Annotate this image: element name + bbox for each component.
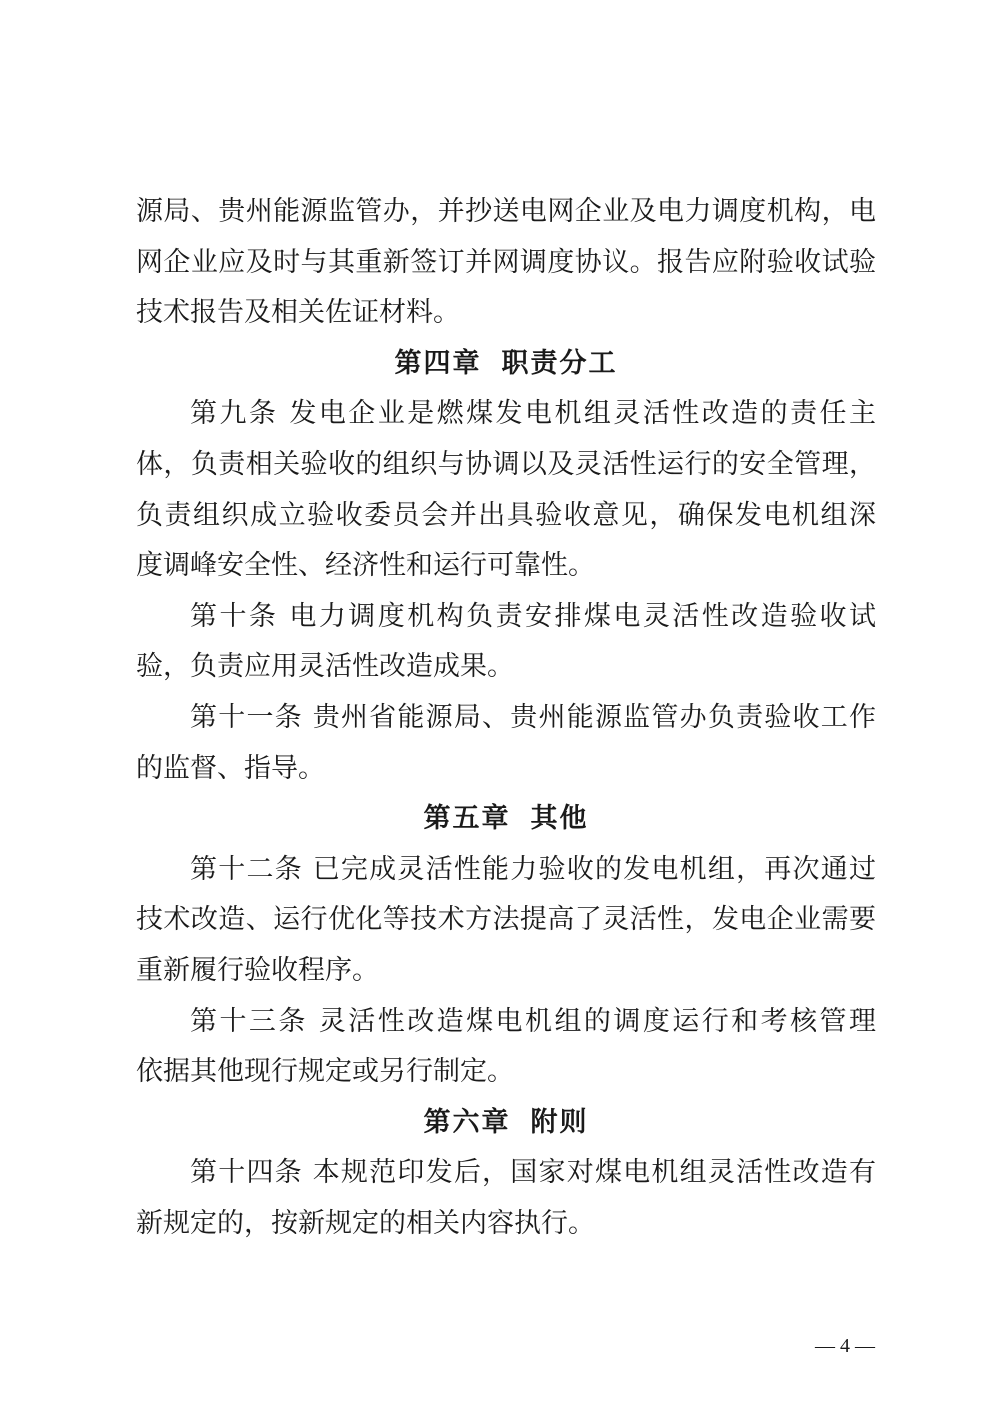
- page-number: — 4 —: [815, 1335, 875, 1357]
- article-first-line: 第十一条 贵州省能源局、贵州能源监管办负责验收工作: [190, 701, 876, 733]
- body-text-line: 网企业应及时与其重新签订并网调度协议。报告应附验收试验: [136, 246, 876, 278]
- body-text-line: 依据其他现行规定或另行制定。: [136, 1056, 514, 1088]
- chapter-heading: [136, 794, 876, 845]
- body-text-line: 重新履行验收程序。: [136, 954, 379, 986]
- body-text-line: 验，负责应用灵活性改造成果。: [136, 651, 514, 683]
- article-first-line: 第十四条 本规范印发后，国家对煤电机组灵活性改造有: [190, 1157, 876, 1189]
- body-text-line: 技术改造、运行优化等技术方法提高了灵活性，发电企业需要: [136, 904, 876, 936]
- body-text-line: 技术报告及相关佐证材料。: [136, 297, 460, 329]
- article-first-line: 第九条 发电企业是燃煤发电机组灵活性改造的责任主: [190, 398, 876, 430]
- article-first-line: 第十二条 已完成灵活性能力验收的发电机组，再次通过: [190, 853, 876, 885]
- body-text-line: 度调峰安全性、经济性和运行可靠性。: [136, 550, 595, 582]
- chapter-number: 第四章: [394, 347, 482, 379]
- chapter-number: 第六章: [423, 1106, 511, 1138]
- document-body: [136, 187, 876, 1249]
- article-first-line: 第十条 电力调度机构负责安排煤电灵活性改造验收试: [190, 600, 876, 632]
- chapter-number: 第五章: [423, 803, 511, 835]
- body-text-line: 源局、贵州能源监管办，并抄送电网企业及电力调度机构，电: [136, 196, 876, 227]
- chapter-title: 附则: [530, 1106, 589, 1138]
- chapter-title: 职责分工: [501, 347, 618, 379]
- chapter-title: 其他: [530, 803, 589, 835]
- chapter-heading: [136, 1098, 876, 1149]
- article-first-line: 第十三条 灵活性改造煤电机组的调度运行和考核管理: [190, 1005, 876, 1037]
- body-text-line: 体，负责相关验收的组织与协调以及灵活性运行的安全管理，: [136, 448, 876, 480]
- chapter-heading: [136, 339, 876, 390]
- body-text-line: 负责组织成立验收委员会并出具验收意见，确保发电机组深: [136, 499, 876, 531]
- body-text-line: 的监督、指导。: [136, 752, 325, 784]
- body-text-line: 新规定的，按新规定的相关内容执行。: [136, 1207, 595, 1239]
